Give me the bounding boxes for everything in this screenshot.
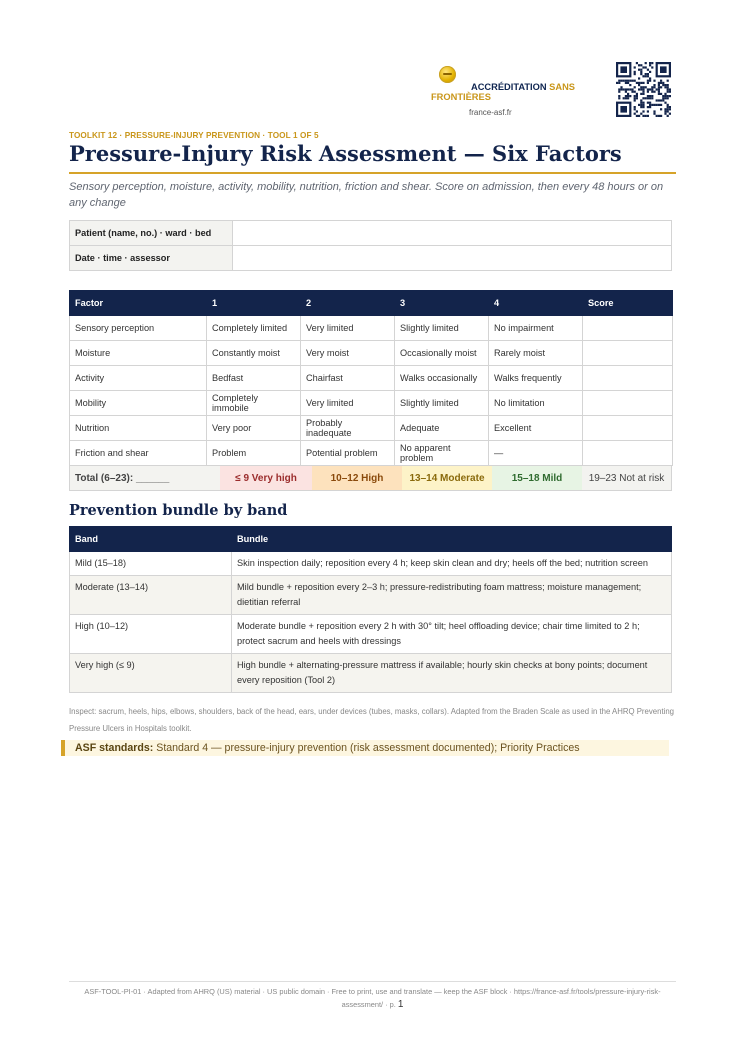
- footer-rule: [69, 981, 676, 982]
- table-row: [70, 416, 673, 441]
- brand-part-2: SANS: [549, 82, 576, 92]
- factor-header-row: [70, 291, 673, 316]
- date-input[interactable]: [233, 246, 672, 271]
- score-cell[interactable]: [583, 441, 673, 466]
- option-2: Chairfast: [301, 366, 395, 391]
- brand-part-3: FRONTIÈRES: [431, 92, 491, 102]
- table-row: [70, 366, 673, 391]
- footer-text: ASF-TOOL-PI-01 · Adapted from AHRQ (US) material · US public domain · Free to print, use and translate — keep the ASF block · https://france-asf.fr/tools/pressure-injury-risk-assessment/ · p.: [84, 987, 661, 1009]
- header-factor: Factor: [70, 291, 207, 316]
- option-3: Slightly limited: [395, 391, 489, 416]
- option-1: Bedfast: [207, 366, 301, 391]
- table-row: [70, 615, 672, 654]
- factor-name: Mobility: [70, 391, 207, 416]
- table-row: [70, 576, 672, 615]
- option-4: Walks frequently: [489, 366, 583, 391]
- header-4: 4: [489, 291, 583, 316]
- inspection-note: Inspect: sacrum, heels, hips, elbows, shoulders, back of the head, ears, under devices (tubes, masks, collars). Adapted from the Braden Scale as used in the AHRQ Preventing Pressure Ulcers in Hospitals toolkit.: [69, 707, 675, 733]
- option-3: Occasionally moist: [395, 341, 489, 366]
- brand-part-1: ACCRÉDITATION: [471, 82, 547, 92]
- qr-code-icon: [616, 62, 671, 117]
- option-4: Excellent: [489, 416, 583, 441]
- score-cell[interactable]: [583, 316, 673, 341]
- page-number: 1: [397, 999, 404, 1010]
- option-2: Probably inadequate: [301, 416, 395, 441]
- page-subtitle: Sensory perception, moisture, activity, mobility, nutrition, friction and shear. Score on admission, then every 48 hours or on any change: [69, 181, 664, 209]
- header-2: 2: [301, 291, 395, 316]
- table-row: [70, 341, 673, 366]
- brand-name: [431, 82, 591, 102]
- factor-table: [69, 290, 673, 466]
- band-mild: 15–18 Mild: [492, 466, 582, 490]
- bundle-text: Moderate bundle + reposition every 2 h with 30° tilt; heel offloading device; chair time limited to 2 h; protect sacrum and heels with dressings: [232, 615, 672, 654]
- toolkit-kicker: TOOLKIT 12 · PRESSURE-INJURY PREVENTION · TOOL 1 OF 5: [69, 131, 319, 140]
- table-row: [70, 391, 673, 416]
- header-1: 1: [207, 291, 301, 316]
- option-4: —: [489, 441, 583, 466]
- table-row: [70, 441, 673, 466]
- bundle-heading: Prevention bundle by band: [69, 502, 288, 519]
- option-2: Very limited: [301, 316, 395, 341]
- option-1: Constantly moist: [207, 341, 301, 366]
- bundle-header-row: [70, 527, 672, 552]
- bundle-text: Mild bundle + reposition every 2–3 h; pressure-redistributing foam mattress; moisture management; dietitian referral: [232, 576, 672, 615]
- header-bundle: Bundle: [232, 527, 672, 552]
- bundle-text: Skin inspection daily; reposition every 4 h; keep skin clean and dry; heels off the bed; nutrition screen: [232, 552, 672, 576]
- factor-name: Nutrition: [70, 416, 207, 441]
- score-cell[interactable]: [583, 391, 673, 416]
- total-row: [69, 465, 672, 491]
- option-4: No impairment: [489, 316, 583, 341]
- option-3: No apparent problem: [395, 441, 489, 466]
- table-row: [70, 316, 673, 341]
- option-4: Rarely moist: [489, 341, 583, 366]
- option-4: No limitation: [489, 391, 583, 416]
- asf-standards-callout: [61, 740, 669, 756]
- header-band: Band: [70, 527, 232, 552]
- band-name: Moderate (13–14): [70, 576, 232, 615]
- option-1: Very poor: [207, 416, 301, 441]
- title-rule: [69, 172, 676, 174]
- bundle-table: [69, 526, 672, 693]
- header-score: Score: [583, 291, 673, 316]
- bundle-text: High bundle + alternating-pressure mattress if available; hourly skin checks at bony points; document every reposition (Tool 2): [232, 654, 672, 693]
- footer: [69, 985, 676, 1011]
- band-high: 10–12 High: [312, 466, 402, 490]
- patient-row: [70, 221, 672, 246]
- score-cell[interactable]: [583, 416, 673, 441]
- option-2: Very moist: [301, 341, 395, 366]
- band-very-high: ≤ 9 Very high: [220, 466, 312, 490]
- factor-name: Activity: [70, 366, 207, 391]
- option-1: Completely immobile: [207, 391, 301, 416]
- asf-logo-icon: [439, 66, 456, 83]
- standards-label: ASF standards:: [75, 742, 154, 754]
- option-2: Very limited: [301, 391, 395, 416]
- patient-input[interactable]: [233, 221, 672, 246]
- option-3: Slightly limited: [395, 316, 489, 341]
- band-moderate: 13–14 Moderate: [402, 466, 492, 490]
- factor-name: Friction and shear: [70, 441, 207, 466]
- header-3: 3: [395, 291, 489, 316]
- option-2: Potential problem: [301, 441, 395, 466]
- patient-label: Patient (name, no.) · ward · bed: [70, 221, 233, 246]
- patient-info-table: [69, 220, 672, 271]
- option-3: Adequate: [395, 416, 489, 441]
- band-name: Very high (≤ 9): [70, 654, 232, 693]
- option-3: Walks occasionally: [395, 366, 489, 391]
- table-row: [70, 654, 672, 693]
- band-name: Mild (15–18): [70, 552, 232, 576]
- page-title: Pressure-Injury Risk Assessment — Six Factors: [69, 141, 622, 166]
- total-label: Total (6–23): ______: [70, 466, 220, 490]
- date-label: Date · time · assessor: [70, 246, 233, 271]
- band-name: High (10–12): [70, 615, 232, 654]
- table-row: [70, 552, 672, 576]
- factor-name: Moisture: [70, 341, 207, 366]
- date-row: [70, 246, 672, 271]
- option-1: Problem: [207, 441, 301, 466]
- score-cell[interactable]: [583, 366, 673, 391]
- option-1: Completely limited: [207, 316, 301, 341]
- site-url: france-asf.fr: [469, 108, 512, 117]
- score-cell[interactable]: [583, 341, 673, 366]
- factor-name: Sensory perception: [70, 316, 207, 341]
- band-not-at-risk: 19–23 Not at risk: [582, 466, 671, 490]
- standards-text: Standard 4 — pressure-injury prevention (risk assessment documented); Priority Practices: [156, 742, 580, 754]
